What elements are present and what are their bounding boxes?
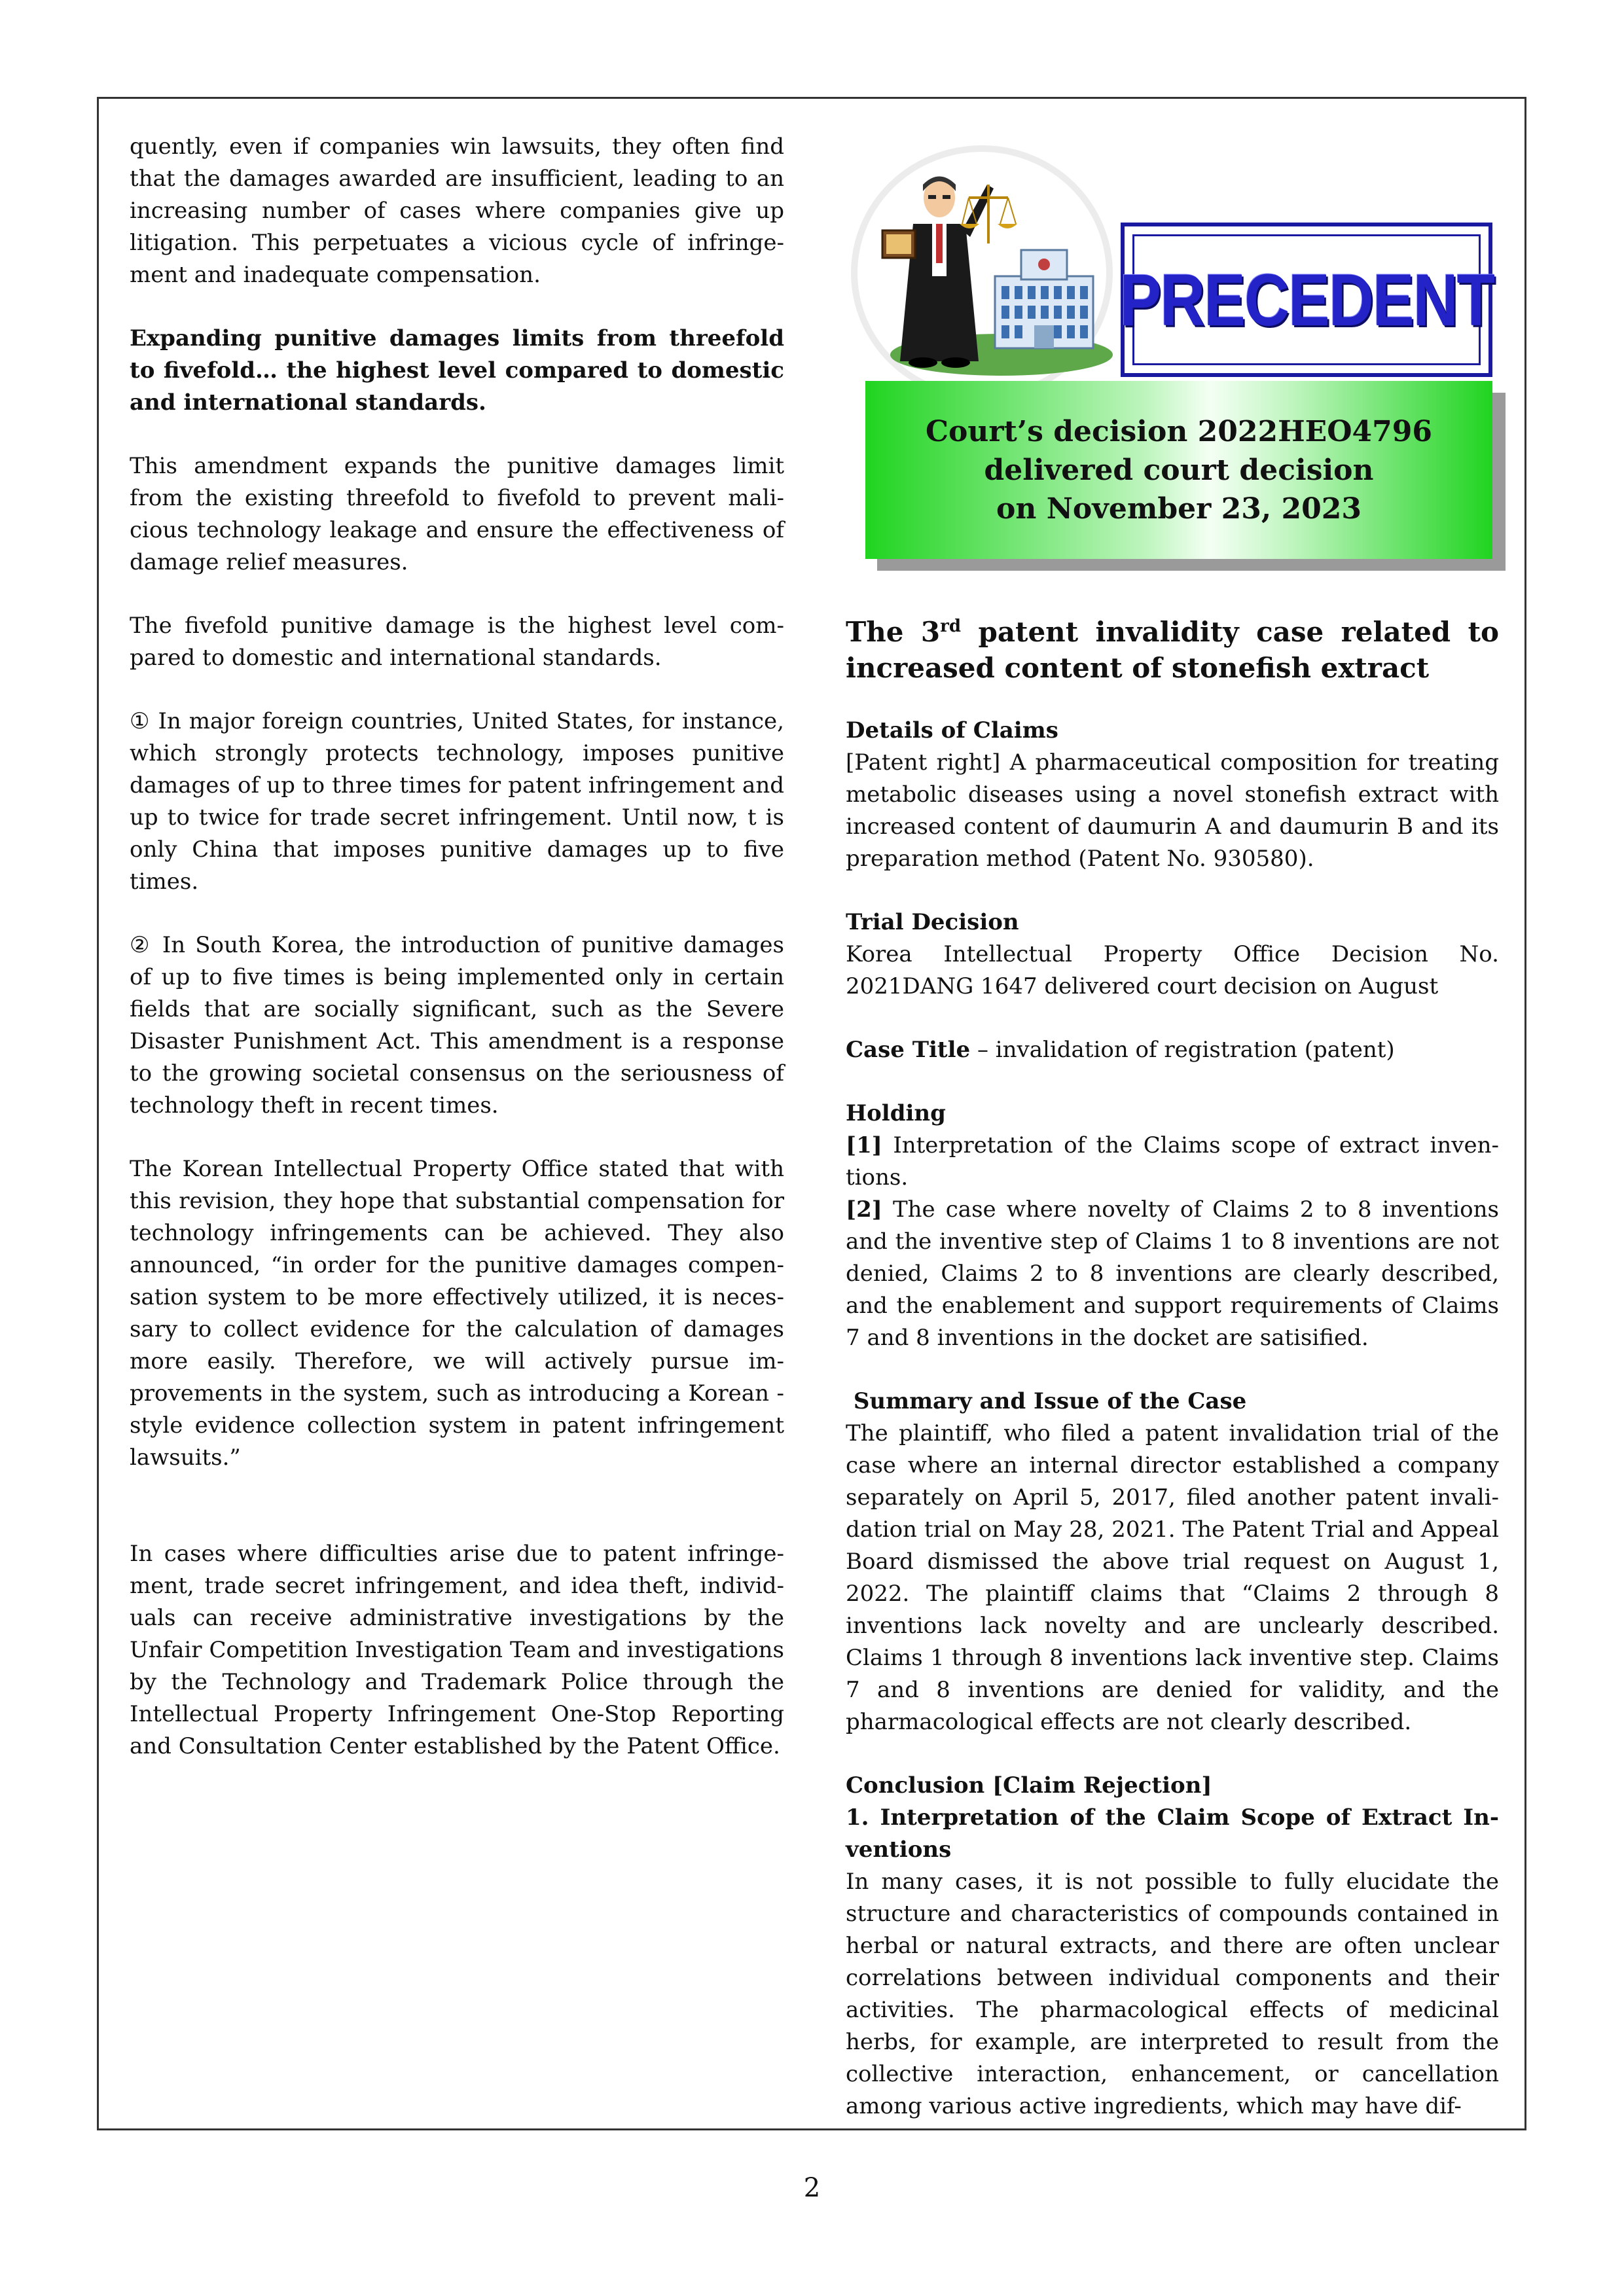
decision-line-1: Court’s decision 2022HEO4796 — [925, 414, 1433, 448]
page-number: 2 — [803, 2173, 821, 2203]
courthouse-icon — [995, 250, 1093, 348]
details-of-claims: Details of Claims [Patent right] A pharmaceutical composition for treating metabolic diseases using a novel stonefish extract with increased content of daumurin A and daumurin B and its preparation method (Patent No. 930580). — [846, 717, 1499, 872]
holding: Holding [1] Interpretation of the Claims scope of extract inventions. [2] The case where novelty of Claims 2 to 8 inventions and the inventive step of Claims 1 to 8 inventions are not denied, Claims 2 to 8 inventions are clearly described, and the enablement and support requirements of Claims 7 and 8 inventions in the docket are satisified. — [846, 1100, 1499, 1351]
paragraph: ① In major foreign countries, United States, for instance, which strongly protects technology, imposes punitive damages of up to three times for patent infringement and up to twice for trade secret infringement. Until now, t is only China that imposes punitive damages up to five times. — [130, 708, 784, 895]
conclusion: Conclusion [Claim Rejection] 1. Interpretation of the Claim Scope of Extract Inventions In many cases, it is not possible to fully elucidate the structure and characteristics of compounds contained in herbal or natural extracts, and there are often unclear correlations between individual components and their activities. The pharmacological effects of medicinal herbs, for example, are interpreted to result from the collective interaction, enhancement, or cancellation among various active ingredients, which may have dif- — [846, 1772, 1499, 2119]
paragraph: The Korean Intellectual Property Office stated that with this revision, they hope that substantial compensation for technology infringements can be achieved. They also announced, “in order for the punitive damages compensation system to be more effectively utilized, it is necessary to collect evidence for the calculation of damages more easily. Therefore, we will actively pursue improvements in the system, such as introducing a Korean -style evidence collection system in patent infringement lawsuits.” — [130, 1156, 784, 1471]
case-title-line: Case Title – invalidation of registration (patent) — [846, 1037, 1395, 1063]
summary-of-case: Summary and Issue of the Case The plaintiff, who filed a patent invalidation trial of the case where an internal director established a company separately on April 5, 2017, filed another patent invalidation trial on May 28, 2021. The Patent Trial and Appeal Board dismissed the above trial request on August 1, 2022. The plaintiff claims that “Claims 2 through 8 inventions lack novelty and are unclearly described. Claims 1 through 8 inventions lack inventive step. Claims 7 and 8 inventions are denied for validity, and the pharmacological effects are not clearly described. — [846, 1388, 1499, 1735]
paragraph: ② In South Korea, the introduction of punitive damages of up to five times is being implemented only in certain fields that are socially significant, such as the Severe Disaster Punishment Act. This amendment is a response to the growing societal consensus on the seriousness of technology theft in recent times. — [130, 932, 784, 1119]
court-decision-box — [865, 381, 1492, 559]
right-column — [846, 609, 1499, 2154]
paragraph: In cases where difficulties arise due to patent infringement, trade secret infringement, and idea theft, individuals can receive administrative investigations by the Unfair Competition Investigation Team and investigations by the Technology and Trademark Police through the Intellectual Property Infringement One-Stop Reporting and Consultation Center established by the Patent Office. — [130, 1541, 784, 1759]
precedent-badge — [1121, 223, 1492, 377]
precedent-label: PRECEDENT — [1119, 259, 1494, 341]
paragraph: The fivefold punitive damage is the highest level compared to domestic and international standards. — [130, 613, 784, 671]
judge-illustration-icon — [851, 145, 1126, 394]
paragraph: quently, even if companies win lawsuits, they often find that the damages awarded are insufficient, leading to an increasing number of cases where companies give up litigation. This perpetuates a vicious cycle of infringement and inadequate compensation. — [130, 134, 784, 288]
decision-line-2: delivered court decision — [984, 453, 1374, 487]
paragraph: This amendment expands the punitive damages limit from the existing threefold to fivefold to prevent malicious technology leakage and ensure the effectiveness of damage relief measures. — [130, 453, 784, 575]
trial-decision: Trial Decision Korea Intellectual Property Office Decision No. 2021DANG 1647 delivered court decision on August — [846, 909, 1499, 999]
decision-line-3: on November 23, 2023 — [996, 492, 1362, 526]
case-title: The 3rd patent invalidity case related to increased content of stonefish extract — [846, 616, 1499, 684]
spacer — [130, 1505, 784, 1538]
left-column — [130, 131, 784, 1794]
section-heading: Expanding punitive damages limits from threefold to fivefold… the highest level compared to domestic and international standards. — [130, 325, 784, 416]
